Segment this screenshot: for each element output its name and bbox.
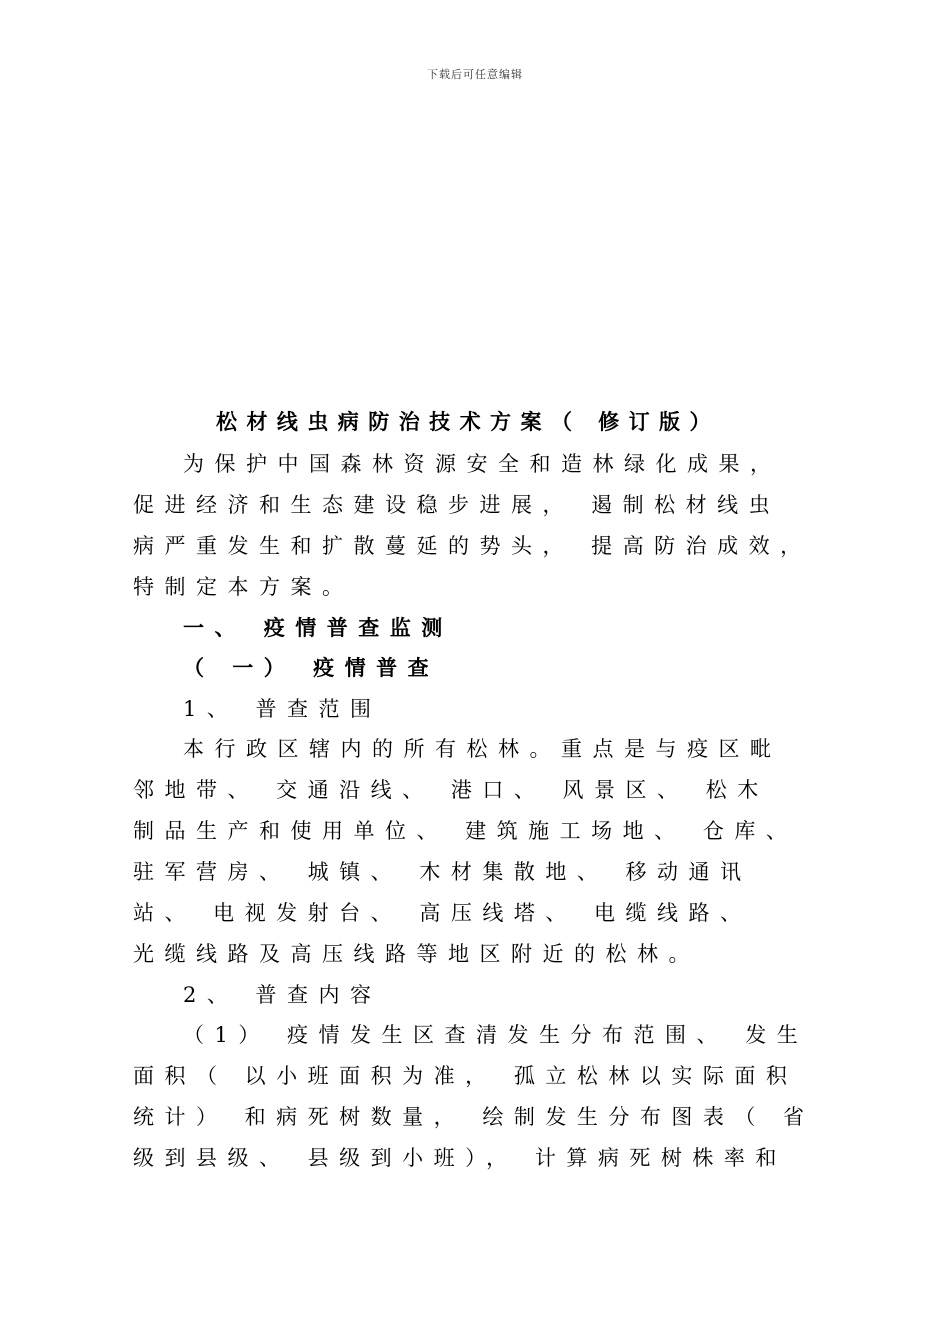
- item2-heading: 2、 普查内容: [183, 983, 382, 1007]
- item2-line-1: （1） 疫情发生区查清发生分布范围、 发生: [183, 1023, 809, 1047]
- item1-line-2: 邻地带、 交通沿线、 港口、 风景区、 松木: [133, 778, 769, 802]
- intro-line-1: 为保护中国森林资源安全和造林绿化成果，: [183, 452, 782, 476]
- item1-line-1: 本行政区辖内的所有松林。重点是与疫区毗: [183, 737, 782, 761]
- intro-line-4: 特制定本方案。: [133, 575, 354, 599]
- item1-line-5: 站、 电视发射台、 高压线塔、 电缆线路、: [133, 901, 752, 925]
- intro-line-2: 促进经济和生态建设稳步进展， 遏制松材线虫: [133, 493, 781, 517]
- item1-line-6: 光缆线路及高压线路等地区附近的松林。: [133, 942, 700, 966]
- item2-line-2: 面积（ 以小班面积为准， 孤立松林以实际面积: [133, 1064, 798, 1088]
- item1-line-4: 驻军营房、 城镇、 木材集散地、 移动通讯: [133, 860, 752, 884]
- item2-line-4: 级到县级、 县级到小班）， 计算病死树株率和: [133, 1146, 787, 1170]
- item2-line-3: 统计） 和病死树数量， 绘制发生分布图表（ 省: [133, 1105, 815, 1129]
- page-header-note: 下载后可任意编辑: [427, 68, 523, 81]
- intro-line-3: 病严重发生和扩散蔓延的势头， 提高防治成效，: [133, 534, 812, 558]
- item1-heading: 1、 普查范围: [183, 697, 382, 721]
- section1-heading: 一、 疫情普查监测: [183, 615, 453, 640]
- document-title: 松材线虫病防治技术方案（ 修订版）: [216, 409, 720, 434]
- item1-line-3: 制品生产和使用单位、 建筑施工场地、 仓库、: [133, 819, 798, 843]
- subsection1-heading: （ 一） 疫情普查: [183, 655, 440, 680]
